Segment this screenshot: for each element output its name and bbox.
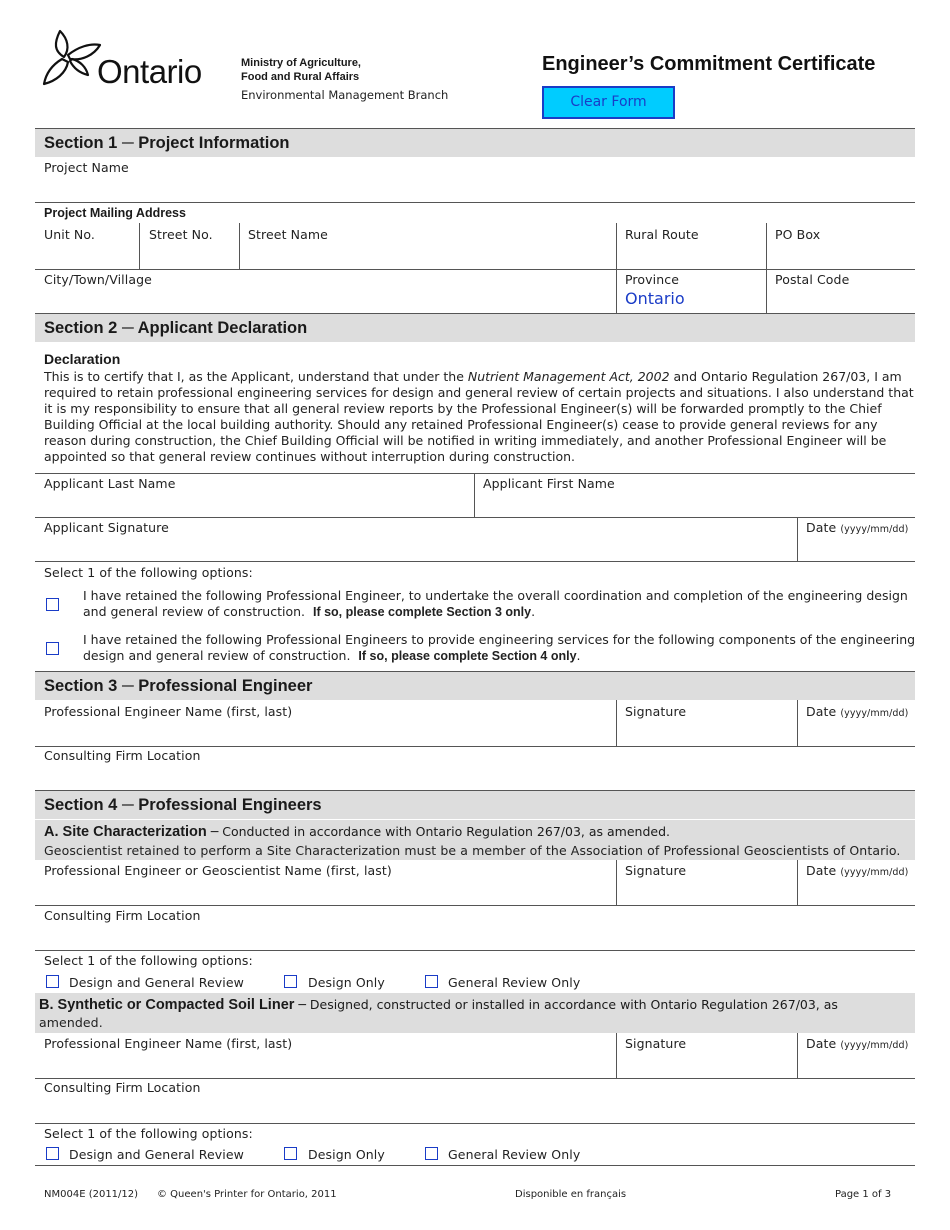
b-general-only-checkbox[interactable]: [425, 1147, 438, 1160]
signature-label: Signature: [625, 1036, 687, 1051]
unit-no-label: Unit No.: [44, 227, 95, 242]
option-section-4-text: I have retained the following Professional Engineers to provide engineering services for the following components of the engineering design and general review of construction. If so, please complete Section 4 only.: [83, 632, 916, 663]
ministry-line-2: Food and Rural Affairs: [241, 71, 360, 83]
street-no-label: Street No.: [149, 227, 213, 242]
french-availability: Disponible en français: [515, 1189, 627, 1200]
option-section-3-checkbox[interactable]: [46, 598, 59, 611]
section-4-title: Section 4 ─ Professional Engineers: [44, 796, 322, 814]
b-design-general-checkbox[interactable]: [46, 1147, 59, 1160]
a-design-general-checkbox[interactable]: [46, 975, 59, 988]
section-2-title: Section 2 ─ Applicant Declaration: [44, 319, 308, 337]
section-3-title: Section 3 ─ Professional Engineer: [44, 677, 313, 695]
province-label: Province: [625, 272, 679, 287]
declaration-heading: Declaration: [44, 351, 121, 367]
b-design-only-checkbox[interactable]: [284, 1147, 297, 1160]
signature-label: Signature: [625, 704, 687, 719]
firm-location-label: Consulting Firm Location: [44, 748, 201, 763]
city-label: City/Town/Village: [44, 272, 152, 287]
select-options-prompt: Select 1 of the following options:: [44, 1126, 253, 1141]
firm-location-label: Consulting Firm Location: [44, 1080, 201, 1095]
branch-name: Environmental Management Branch: [241, 88, 449, 102]
project-name-field[interactable]: [35, 176, 915, 202]
rural-route-label: Rural Route: [625, 227, 699, 242]
b-design-only-label: Design Only: [308, 1147, 385, 1162]
select-options-prompt: Select 1 of the following options:: [44, 953, 253, 968]
page-number: Page 1 of 3: [835, 1189, 892, 1200]
form-number: NM004E (2011/12): [44, 1189, 139, 1200]
postal-code-label: Postal Code: [775, 272, 850, 287]
po-box-label: PO Box: [775, 227, 821, 242]
date-label: Date (yyyy/mm/dd): [806, 520, 909, 535]
ministry-line-1: Ministry of Agriculture,: [241, 57, 361, 69]
section-3-header: [35, 671, 915, 700]
a-general-only-checkbox[interactable]: [425, 975, 438, 988]
signature-label: Signature: [625, 863, 687, 878]
select-options-prompt: Select 1 of the following options:: [44, 565, 253, 580]
a-design-only-checkbox[interactable]: [284, 975, 297, 988]
option-section-4-checkbox[interactable]: [46, 642, 59, 655]
subsection-b-note: amended.: [39, 1015, 103, 1030]
copyright: © Queen's Printer for Ontario, 2011: [157, 1189, 337, 1200]
section-4-header: [35, 790, 915, 819]
b-design-general-label: Design and General Review: [69, 1147, 244, 1162]
applicant-first-name-label: Applicant First Name: [483, 476, 615, 491]
subsection-a-note: Geoscientist retained to perform a Site Characterization must be a member of the Association of Professional Geoscientists of Ontario.: [44, 843, 901, 858]
date-label: Date (yyyy/mm/dd): [806, 704, 909, 719]
pe-name-label: Professional Engineer Name (first, last): [44, 1036, 293, 1051]
project-name-label: Project Name: [44, 160, 129, 175]
applicant-signature-label: Applicant Signature: [44, 520, 169, 535]
option-section-3-text: I have retained the following Professional Engineer, to undertake the overall coordination and completion of the engineering design and general review of construction. If so, please complete Section 3 only.: [83, 588, 908, 619]
pe-geoscientist-name-label: Professional Engineer or Geoscientist Name (first, last): [44, 863, 392, 878]
clear-form-button[interactable]: Clear Form: [542, 86, 675, 119]
firm-location-label: Consulting Firm Location: [44, 908, 201, 923]
ontario-trillium-logo-icon: [40, 29, 104, 87]
section-2-header: [35, 313, 915, 342]
a-design-only-label: Design Only: [308, 975, 385, 990]
street-name-label: Street Name: [248, 227, 328, 242]
declaration-text: This is to certify that I, as the Applicant, understand that under the Nutrient Management Act, 2002 and Ontario Regulation 267/03, I am required to retain professional engineering services for design and general review of certain projects and situations. I also understand that it is my responsibility to ensure that all general review reports by the Professional Engineer(s) will be forwarded promptly to the Chief Building Official at the local building authority. Should any retained Professional Engineer(s) cease to provide general reviews for any reason during construction, the Chief Building Official will be notified in writing immediately, and another Professional Engineer will be appointed so that general review continues without interruption during construction.: [44, 369, 914, 464]
applicant-last-name-label: Applicant Last Name: [44, 476, 176, 491]
section-1-title: Section 1 ─ Project Information: [44, 134, 290, 152]
a-general-only-label: General Review Only: [448, 975, 581, 990]
mailing-address-label: Project Mailing Address: [44, 206, 186, 220]
section-1-header: [35, 128, 915, 157]
subsection-b-title: B. Synthetic or Compacted Soil Liner ─ Designed, constructed or installed in accordance with Ontario Regulation 267/03, as: [39, 997, 838, 1013]
province-field[interactable]: Ontario: [625, 289, 685, 308]
b-general-only-label: General Review Only: [448, 1147, 581, 1162]
date-label: Date (yyyy/mm/dd): [806, 1036, 909, 1051]
a-design-general-label: Design and General Review: [69, 975, 244, 990]
form-title: Engineer’s Commitment Certificate: [542, 53, 876, 75]
ontario-wordmark: Ontario: [97, 53, 202, 90]
subsection-a-title: A. Site Characterization ─ Conducted in accordance with Ontario Regulation 267/03, as amended.: [44, 824, 670, 840]
pe-name-label: Professional Engineer Name (first, last): [44, 704, 293, 719]
date-label: Date (yyyy/mm/dd): [806, 863, 909, 878]
